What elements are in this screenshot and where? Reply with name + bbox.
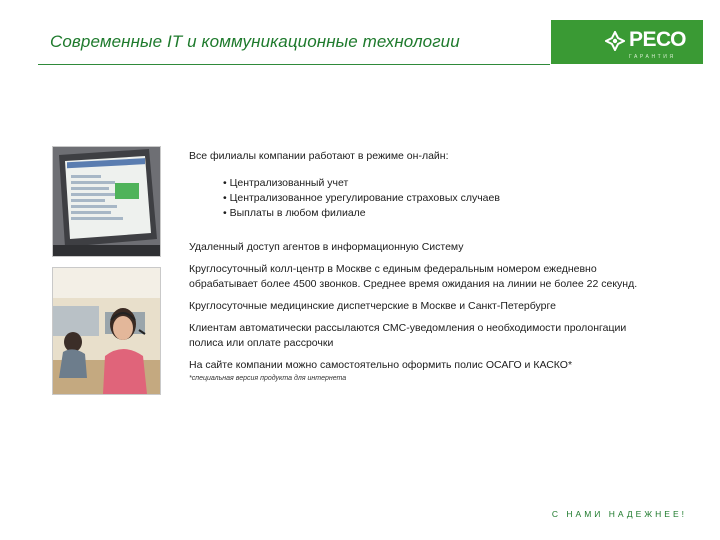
bullet-item: • Централизованное урегулирование страховых случаев xyxy=(223,191,659,206)
paragraph-sms-notifications: Клиентам автоматически рассылаются СМС-уведомления о необходимости пролонгации полиса или оплате рассрочки xyxy=(189,322,627,349)
intro-text: Все филиалы компании работают в режиме он-лайн: xyxy=(189,150,449,162)
computer-monitor-photo xyxy=(52,146,161,257)
logo-subtitle: ГАРАНТИЯ xyxy=(629,54,676,60)
slide-title: Современные IT и коммуникационные технологии xyxy=(50,32,460,51)
reso-logo-mark-icon xyxy=(605,31,625,51)
paragraph-online-policy: На сайте компании можно самостоятельно оформить полис ОСАГО и КАСКО* xyxy=(189,359,573,371)
reso-logo xyxy=(551,20,703,64)
paragraph-remote-access: Удаленный доступ агентов в информационную Систему xyxy=(189,241,464,253)
footnote: *специальная версия продукта для интернета xyxy=(189,375,347,382)
paragraph-medical-dispatch: Круглосуточные медицинские диспетчерские в Москве и Санкт-Петербурге xyxy=(189,300,556,312)
logo-text: РЕСО xyxy=(629,28,686,51)
content-block xyxy=(189,149,659,383)
paragraph-call-center: Круглосуточный колл-центр в Москве с единым федеральным номером ежедневно обрабатывает более 4500 звонков. Среднее время ожидания на линии не более 22 секунд. xyxy=(189,263,638,290)
footer-slogan: С НАМИ НАДЕЖНЕЕ! xyxy=(551,509,687,519)
call-center-photo xyxy=(52,267,161,395)
bullet-list xyxy=(223,176,659,221)
bullet-item: • Выплаты в любом филиале xyxy=(223,206,659,221)
header-divider xyxy=(38,64,550,65)
bullet-item: • Централизованный учет xyxy=(223,176,659,191)
